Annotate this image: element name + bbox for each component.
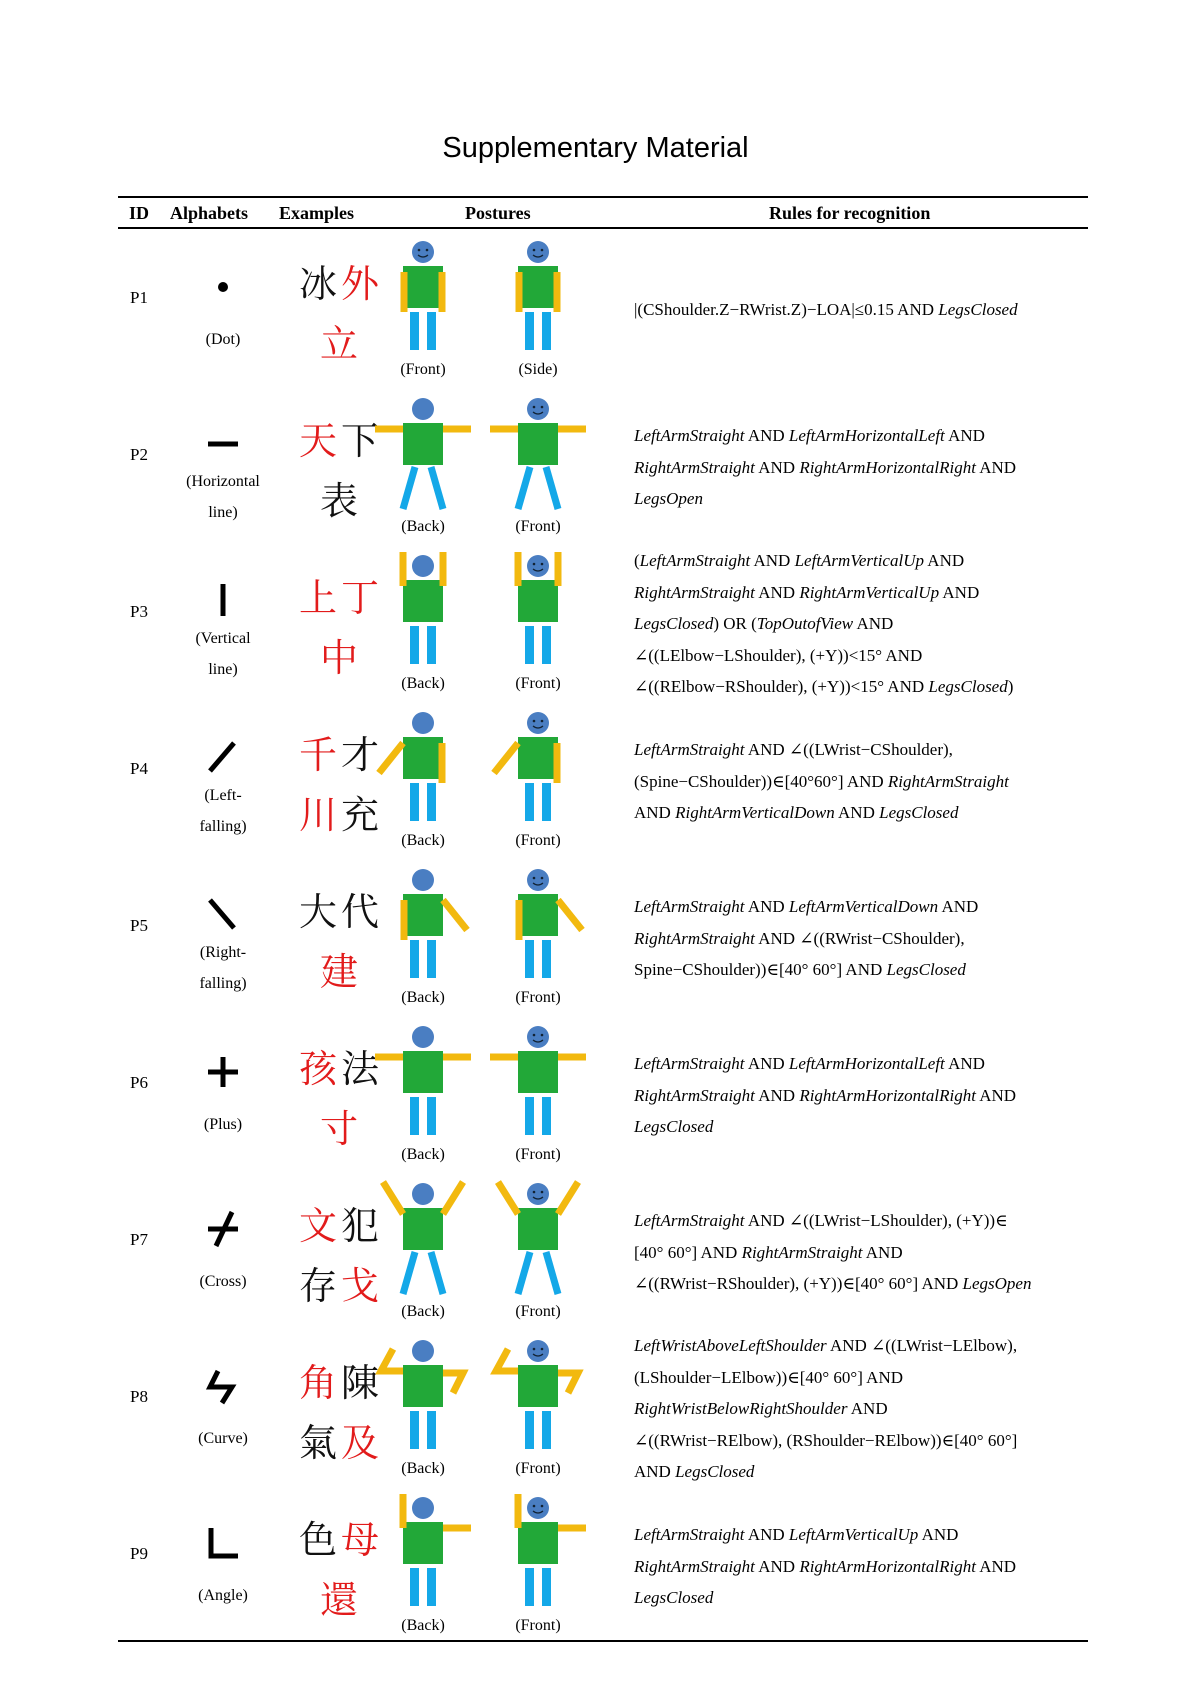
rule-line: RightArmStraight AND RightArmHorizontalRight AND <box>634 1556 1017 1576</box>
left-leg <box>403 467 415 509</box>
rule-line: RightArmStraight AND RightArmHorizontalRight AND <box>634 457 1017 477</box>
right-arm <box>558 1182 578 1214</box>
example-char: 戈 <box>341 1264 384 1308</box>
posture-figure-2 <box>488 1017 588 1147</box>
head <box>412 555 434 577</box>
head <box>412 712 434 734</box>
example-char: 孩 <box>298 1047 341 1091</box>
alphabet-cell <box>168 860 278 1017</box>
rule-line: LegsOpen <box>634 489 703 508</box>
row-id: P2 <box>130 445 148 464</box>
rule-cell <box>634 1519 1084 1614</box>
left-falling-symbol <box>210 743 234 771</box>
head <box>412 869 434 891</box>
right-leg <box>431 467 443 509</box>
head <box>412 241 434 263</box>
alphabet-symbol <box>198 419 248 469</box>
posture-figure-2 <box>488 860 588 990</box>
alphabet-cell <box>168 703 278 860</box>
posture-caption: (Back) <box>401 1303 445 1320</box>
posture-caption: (Front) <box>515 1617 561 1634</box>
dot-symbol <box>218 282 228 292</box>
example-char: 陳 <box>341 1361 384 1405</box>
right-leg <box>427 1411 436 1449</box>
posture-caption: (Front) <box>515 675 561 692</box>
example-char: 母 <box>341 1518 384 1562</box>
torso <box>518 1208 558 1250</box>
header-postures: Postures <box>465 203 531 223</box>
posture-caption: (Front) <box>515 1460 561 1477</box>
head <box>527 1340 549 1362</box>
right-leg <box>542 940 551 978</box>
rule-cell <box>634 545 1084 703</box>
rule-line: LegsClosed) OR (TopOutofView AND <box>634 614 894 633</box>
head <box>527 1026 549 1048</box>
posture-figure-1 <box>373 860 473 990</box>
example-char: 立 <box>319 322 362 366</box>
alphabet-cell <box>168 1331 278 1488</box>
left-arm <box>496 1349 518 1371</box>
torso <box>403 1365 443 1407</box>
alphabet-label: (Right- <box>199 944 247 961</box>
row-id: P6 <box>130 1073 148 1092</box>
alphabet-label: (Horizontal <box>186 473 260 490</box>
table-top-rule <box>118 196 1088 198</box>
example-char: 充 <box>341 793 384 837</box>
row-id: P7 <box>130 1230 148 1249</box>
example-char: 法 <box>341 1047 384 1091</box>
left-leg <box>410 783 419 821</box>
torso <box>403 1051 443 1093</box>
example-char: 丁 <box>341 576 384 620</box>
posture-caption: (Back) <box>401 1460 445 1477</box>
head <box>412 1183 434 1205</box>
posture-caption: (Front) <box>515 1303 561 1320</box>
alphabet-cell <box>168 1488 278 1645</box>
right-leg <box>427 1097 436 1135</box>
rule-line: (Spine−CShoulder))∈[40°60°] AND RightArmStraight <box>634 771 1009 791</box>
header-examples: Examples <box>279 203 355 223</box>
right-arm <box>558 1373 578 1393</box>
torso <box>403 580 443 622</box>
cross-symbol <box>208 1212 238 1246</box>
angle-symbol <box>211 1528 238 1556</box>
right-leg <box>546 467 558 509</box>
right-leg <box>542 626 551 664</box>
example-char: 川 <box>298 793 341 837</box>
left-arm <box>379 743 403 773</box>
torso <box>518 1051 558 1093</box>
example-char: 天 <box>298 419 341 463</box>
posture-figure-2 <box>488 389 588 519</box>
posture-figure-1 <box>373 1331 473 1461</box>
alphabet-label: (Cross) <box>199 1273 247 1290</box>
rule-line: AND LegsClosed <box>634 1462 755 1481</box>
alphabet-label: (Dot) <box>205 331 241 348</box>
left-leg <box>525 1568 534 1606</box>
example-char: 中 <box>319 636 362 680</box>
right-leg <box>427 783 436 821</box>
example-char: 存 <box>298 1264 341 1308</box>
example-char: 氣 <box>298 1421 341 1465</box>
header-bottom-rule <box>118 227 1088 229</box>
torso <box>518 737 558 779</box>
head <box>412 1497 434 1519</box>
torso <box>403 1522 443 1564</box>
row-id: P4 <box>130 759 148 778</box>
example-char: 表 <box>319 479 362 523</box>
left-leg <box>518 467 530 509</box>
left-leg <box>525 940 534 978</box>
right-leg <box>542 1411 551 1449</box>
posture-figure-1 <box>373 389 473 519</box>
left-leg <box>410 1097 419 1135</box>
left-leg <box>525 1097 534 1135</box>
rule-line: LegsClosed <box>634 1588 714 1607</box>
rule-line: LeftArmStraight AND LeftArmHorizontalLeft AND <box>634 426 985 445</box>
alphabet-label: (Angle) <box>198 1587 248 1604</box>
posture-caption: (Front) <box>515 1146 561 1163</box>
table-row <box>118 546 1088 703</box>
alphabet-label: (Vertical <box>195 630 251 647</box>
right-arm <box>443 1373 463 1393</box>
table-bottom-rule <box>118 1640 1088 1642</box>
table-row <box>118 1174 1088 1331</box>
table-row <box>118 860 1088 1017</box>
example-char: 色 <box>298 1518 341 1562</box>
head <box>412 1340 434 1362</box>
right-leg <box>427 626 436 664</box>
torso <box>518 1522 558 1564</box>
example-char: 冰 <box>298 262 341 306</box>
left-leg <box>410 312 419 350</box>
torso <box>403 894 443 936</box>
alphabet-cell <box>168 1017 278 1174</box>
right-leg <box>431 1252 443 1294</box>
example-char: 代 <box>341 890 384 934</box>
rule-line: ∠((LElbow−LShoulder), (+Y))<15° AND <box>634 645 923 665</box>
alphabet-label: (Curve) <box>198 1430 248 1447</box>
alphabet-label: (Plus) <box>203 1116 243 1133</box>
rule-cell <box>634 891 1084 986</box>
alphabet-cell <box>168 546 278 703</box>
left-arm <box>383 1182 403 1214</box>
rule-line: ∠((RWrist−RElbow), (RShoulder−RElbow))∈[40° 60°] <box>634 1430 1018 1450</box>
torso <box>518 423 558 465</box>
left-arm <box>498 1182 518 1214</box>
head <box>527 398 549 420</box>
rule-line: LeftArmStraight AND ∠((LWrist−LShoulder), (+Y))∈ <box>634 1211 1008 1230</box>
alphabet-label-cont: line) <box>208 504 238 521</box>
curve-symbol <box>210 1371 232 1403</box>
posture-figure-1 <box>373 232 473 362</box>
alphabet-label: (Left- <box>204 787 242 804</box>
left-leg <box>410 1568 419 1606</box>
right-leg <box>542 783 551 821</box>
table-row <box>118 1488 1088 1645</box>
rule-line: Spine−CShoulder))∈[40° 60°] AND LegsClosed <box>634 960 966 979</box>
plus-symbol <box>208 1057 238 1087</box>
rule-cell <box>634 294 1084 326</box>
example-char: 還 <box>319 1578 362 1622</box>
row-id: P9 <box>130 1544 148 1563</box>
rule-line: ∠((RElbow−RShoulder), (+Y))<15° AND LegsClosed) <box>634 677 1014 696</box>
posture-caption: (Back) <box>401 518 445 535</box>
left-leg <box>525 312 534 350</box>
rule-line: [40° 60°] AND RightArmStraight AND <box>634 1242 903 1262</box>
head <box>527 1183 549 1205</box>
table-row <box>118 389 1088 546</box>
alphabet-label-cont: line) <box>208 661 238 678</box>
table-row <box>118 1331 1088 1488</box>
head <box>527 1497 549 1519</box>
rule-line: RightArmStraight AND RightArmHorizontalRight AND <box>634 1085 1017 1105</box>
right-leg <box>427 940 436 978</box>
left-leg <box>525 783 534 821</box>
rule-line: RightArmStraight AND ∠((RWrist−CShoulder), <box>634 928 965 948</box>
alphabet-symbol <box>198 890 248 940</box>
right-arm <box>443 900 467 930</box>
example-char: 角 <box>298 1361 341 1405</box>
rule-cell <box>634 1048 1084 1143</box>
rule-line: LeftWristAboveLeftShoulder AND ∠((LWrist−LElbow), <box>634 1336 1018 1355</box>
rule-cell <box>634 420 1084 515</box>
right-leg <box>427 1568 436 1606</box>
alphabet-label-cont: falling) <box>199 818 247 835</box>
torso <box>403 423 443 465</box>
left-leg <box>525 1411 534 1449</box>
posture-figure-2 <box>488 1174 588 1304</box>
alphabet-symbol <box>198 733 248 783</box>
rule-line: LeftArmStraight AND LeftArmVerticalDown AND <box>634 897 979 916</box>
rule-line: LeftArmStraight AND LeftArmVerticalUp AND <box>634 1525 959 1544</box>
head <box>527 241 549 263</box>
right-leg <box>427 312 436 350</box>
torso <box>403 1208 443 1250</box>
alphabet-symbol <box>198 1204 248 1254</box>
head <box>527 712 549 734</box>
left-leg <box>410 1411 419 1449</box>
row-id: P5 <box>130 916 148 935</box>
posture-figure-1 <box>373 546 473 676</box>
rule-line: |(CShoulder.Z−RWrist.Z)−LOA|≤0.15 AND LegsClosed <box>634 300 1018 319</box>
row-id: P3 <box>130 602 148 621</box>
table-row <box>118 1017 1088 1174</box>
table-row <box>118 232 1088 389</box>
posture-figure-2 <box>488 232 588 362</box>
alphabet-symbol <box>198 576 248 626</box>
posture-figure-1 <box>373 1017 473 1147</box>
left-arm <box>494 743 518 773</box>
left-arm <box>381 1349 403 1371</box>
alphabet-label-cont: falling) <box>199 975 247 992</box>
example-char: 及 <box>341 1421 384 1465</box>
head <box>527 555 549 577</box>
alphabet-cell <box>168 1174 278 1331</box>
alphabet-cell <box>168 232 278 389</box>
torso <box>518 266 558 308</box>
right-leg <box>542 1097 551 1135</box>
header-id: ID <box>129 203 150 223</box>
posture-figure-1 <box>373 1488 473 1618</box>
example-char: 才 <box>341 733 384 777</box>
rule-line: (LeftArmStraight AND LeftArmVerticalUp AND <box>634 551 965 570</box>
posture-caption: (Front) <box>400 361 446 378</box>
left-leg <box>403 1252 415 1294</box>
posture-caption: (Back) <box>401 675 445 692</box>
posture-figure-2 <box>488 1488 588 1618</box>
rule-cell <box>634 1205 1084 1300</box>
example-char: 文 <box>298 1204 341 1248</box>
alphabet-symbol <box>198 1518 248 1568</box>
rule-line: RightArmStraight AND RightArmVerticalUp AND <box>634 582 980 602</box>
right-leg <box>542 1568 551 1606</box>
example-char: 外 <box>341 262 384 306</box>
example-char: 千 <box>298 733 341 777</box>
left-leg <box>518 1252 530 1294</box>
header-rules: Rules for recognition <box>769 203 931 223</box>
torso <box>403 266 443 308</box>
torso <box>518 894 558 936</box>
example-char: 寸 <box>319 1107 362 1151</box>
right-arm <box>558 900 582 930</box>
rule-line: ∠((RWrist−RShoulder), (+Y))∈[40° 60°] AND LegsOpen <box>634 1274 1032 1293</box>
example-char: 大 <box>298 890 341 934</box>
rule-line: RightWristBelowRightShoulder AND <box>634 1399 888 1418</box>
rule-line: LegsClosed <box>634 1117 714 1136</box>
posture-caption: (Front) <box>515 518 561 535</box>
posture-caption: (Side) <box>518 361 558 378</box>
left-leg <box>410 940 419 978</box>
alphabet-symbol <box>198 262 248 312</box>
header-alphabets: Alphabets <box>170 203 249 223</box>
alphabet-cell <box>168 389 278 546</box>
right-falling-symbol <box>210 900 234 928</box>
posture-figure-2 <box>488 546 588 676</box>
alphabet-symbol <box>198 1361 248 1411</box>
page-title: Supplementary Material <box>442 132 749 164</box>
posture-figure-1 <box>373 1174 473 1304</box>
head <box>527 869 549 891</box>
posture-caption: (Front) <box>515 832 561 849</box>
torso <box>518 1365 558 1407</box>
example-char: 犯 <box>341 1204 384 1248</box>
posture-caption: (Back) <box>401 1146 445 1163</box>
head <box>412 1026 434 1048</box>
posture-caption: (Back) <box>401 832 445 849</box>
right-leg <box>546 1252 558 1294</box>
rule-cell <box>634 1330 1084 1488</box>
posture-figure-1 <box>373 703 473 833</box>
table-row <box>118 703 1088 860</box>
torso <box>403 737 443 779</box>
posture-figure-2 <box>488 703 588 833</box>
left-leg <box>410 626 419 664</box>
rule-line: LeftArmStraight AND ∠((LWrist−CShoulder), <box>634 740 953 759</box>
left-leg <box>525 626 534 664</box>
torso <box>518 580 558 622</box>
posture-figure-2 <box>488 1331 588 1461</box>
rule-cell <box>634 734 1084 829</box>
head <box>412 398 434 420</box>
posture-caption: (Back) <box>401 1617 445 1634</box>
rule-line: LeftArmStraight AND LeftArmHorizontalLeft AND <box>634 1054 985 1073</box>
example-char: 建 <box>319 950 362 994</box>
posture-caption: (Back) <box>401 989 445 1006</box>
example-char: 下 <box>341 419 384 463</box>
alphabet-symbol <box>198 1047 248 1097</box>
row-id: P8 <box>130 1387 148 1406</box>
example-char: 上 <box>298 576 341 620</box>
rule-line: (LShoulder−LElbow))∈[40° 60°] AND <box>634 1367 904 1387</box>
row-id: P1 <box>130 288 148 307</box>
rule-line: AND RightArmVerticalDown AND LegsClosed <box>634 803 959 822</box>
right-arm <box>443 1182 463 1214</box>
posture-caption: (Front) <box>515 989 561 1006</box>
right-leg <box>542 312 551 350</box>
